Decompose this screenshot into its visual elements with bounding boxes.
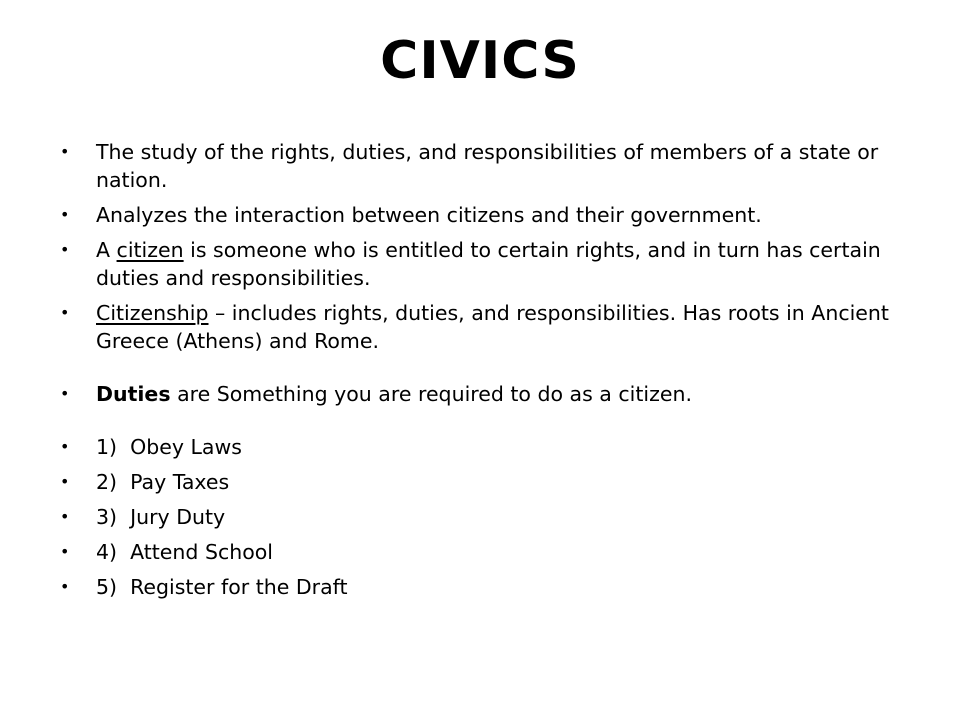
bullet-text-post: are Something you are required to do as a citizen. — [170, 382, 692, 406]
bullet-item-definition — [0, 138, 960, 194]
bullet-icon: • — [60, 240, 70, 259]
bullet-item-duties — [0, 380, 960, 408]
bullet-item-citizen — [0, 236, 960, 292]
bullet-item-analyzes — [0, 201, 960, 229]
bullet-icon: • — [60, 542, 70, 561]
bullet-item-duty-3 — [0, 503, 960, 531]
bullet-text: Analyzes the interaction between citizens and their government. — [96, 203, 762, 227]
bullet-item-duty-2 — [0, 468, 960, 496]
bullet-text: 5) Register for the Draft — [96, 575, 348, 599]
bullet-icon: • — [60, 472, 70, 491]
bullet-icon: • — [60, 577, 70, 596]
bullet-item-citizenship — [0, 299, 960, 355]
bullet-text-post: – includes rights, duties, and responsibilities. Has roots in Ancient Greece (Athens) and Rome. — [96, 301, 889, 353]
bullet-icon: • — [60, 507, 70, 526]
term-citizenship: Citizenship — [96, 301, 209, 325]
bullet-list — [0, 138, 960, 608]
bullet-text: 4) Attend School — [96, 540, 274, 564]
bullet-text: 3) Jury Duty — [96, 505, 226, 529]
slide-title: CIVICS — [380, 31, 580, 91]
bullet-icon: • — [60, 303, 70, 322]
bullet-text-pre: A — [96, 238, 117, 262]
bullet-text: The study of the rights, duties, and responsibilities of members of a state or nation. — [96, 140, 879, 192]
bullet-icon: • — [60, 142, 70, 161]
bullet-text-post: is someone who is entitled to certain rights, and in turn has certain duties and responsibilities. — [96, 238, 881, 290]
bullet-item-duty-5 — [0, 573, 960, 601]
bullet-text: 1) Obey Laws — [96, 435, 242, 459]
bullet-text: 2) Pay Taxes — [96, 470, 230, 494]
bullet-icon: • — [60, 437, 70, 456]
term-duties: Duties — [96, 382, 171, 406]
bullet-item-duty-4 — [0, 538, 960, 566]
bullet-item-duty-1 — [0, 433, 960, 461]
term-citizen: citizen — [116, 238, 184, 262]
bullet-icon: • — [60, 384, 70, 403]
bullet-icon: • — [60, 205, 70, 224]
